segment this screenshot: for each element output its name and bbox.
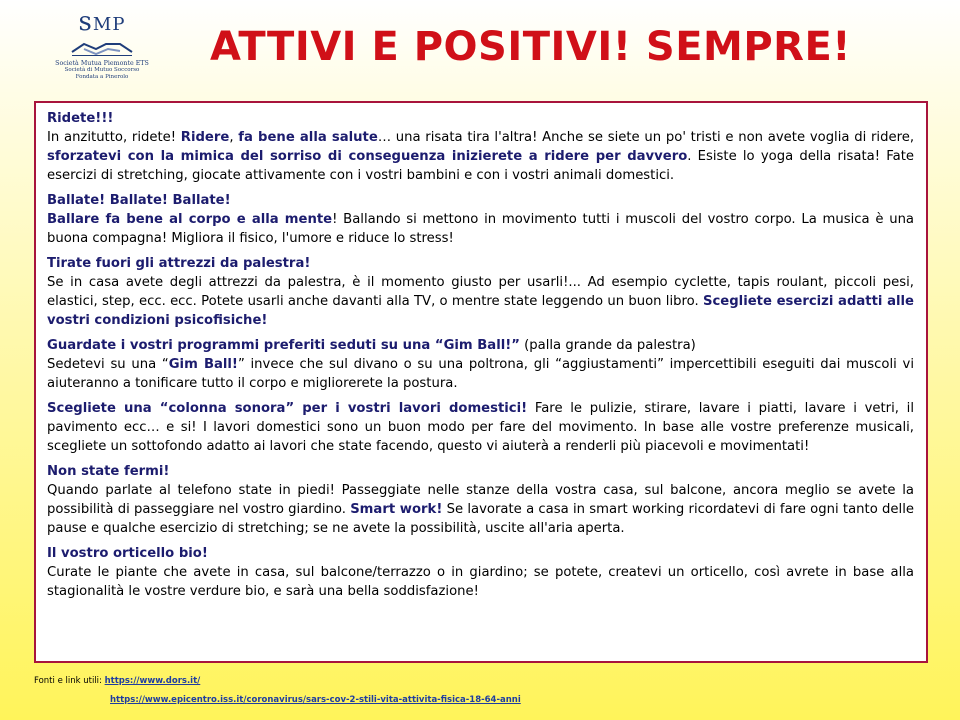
section-heading: Scegliete una “colonna sonora” per i vostri lavori domestici! [47, 401, 528, 416]
section-heading: Il vostro orticello bio! [47, 546, 208, 561]
content-box [34, 101, 928, 663]
footer-label: Fonti e link utili: [34, 676, 105, 686]
section-attrezzi: Tirate fuori gli attrezzi da palestra! Se in casa avete degli attrezzi da palestra, è il momento giusto per usarli!... Ad esempio cyclette, tapis roulant, piccoli pesi, elastici, step, ecc. ecc. Potete usarli anche davanti alla TV, o mentre state leggendo un buon libro. Scegliete esercizi adatti alle vostri condizioni psicofisiche! [47, 256, 914, 328]
section-orticello: Il vostro orticello bio! Curate le piante che avete in casa, sul balcone/terrazzo o in giardino; se potete, createvi un orticello, così avrete in base alla stagionalità le vostre verdure bio, e sarà una bella soddisfazione! [47, 546, 914, 599]
logo-mark: sMP [78, 7, 126, 37]
section-non-state-fermi: Non state fermi! Quando parlate al telefono state in piedi! Passeggiate nelle stanze della vostra casa, sul balcone, ancora meglio se avete la possibilità di passeggiare nel vostro giardino. Smart work! Se lavorate a casa in smart working ricordatevi di fare ogni tanto delle pause e qualche esercizio di stretching; se ne avete la possibilità, uscite all'aria aperta. [47, 464, 914, 536]
handshake-icon [70, 40, 134, 58]
section-ballate: Ballate! Ballate! Ballate! Ballare fa bene al corpo e alla mente! Ballando si mettono in movimento tutti i muscoli del vostro corpo. La musica è una buona compagna! Migliora il fisico, l'umore e riduce lo stress! [47, 193, 915, 246]
section-heading: Tirate fuori gli attrezzi da palestra! [47, 256, 311, 271]
section-heading: Ridete!!! [47, 111, 114, 126]
section-heading: Guardate i vostri programmi preferiti seduti su una “Gim Ball!” [47, 338, 520, 353]
smp-logo [54, 8, 150, 84]
section-colonna-sonora: Scegliete una “colonna sonora” per i vostri lavori domestici! Fare le pulizie, stirare, lavare i piatti, lavare i vetri, il pavimento ecc… e si! I lavori domestici sono un buon modo per fare del movimento. In base alle vostre preferenze musicali, scegliete un sottofondo adatto ai lavori che state facendo, questo vi aiuterà a renderli più piacevoli e movimentati! [47, 401, 914, 454]
section-ridete: Ridete!!! In anzitutto, ridete! Ridere, fa bene alla salute… una risata tira l'altra! Anche se siete un po' tristi e non avete voglia di ridere, sforzatevi con la mimica del sorriso di conseguenza inizierete a ridere per davvero. Esiste lo yoga della risata! Fate esercizi di stretching, giocate attivamente con i vostri bambini e con i vostri animali domestici. [47, 111, 915, 183]
section-heading: Ballate! Ballate! Ballate! [47, 193, 231, 208]
logo-line-3: Fondata a Pinerolo [75, 73, 129, 80]
footer-sources [34, 676, 200, 686]
footer-sources-2 [110, 695, 521, 705]
link-dors[interactable]: https://www.dors.it/ [104, 676, 201, 686]
page-title: ATTIVI E POSITIVI! SEMPRE! [210, 24, 852, 70]
section-gim-ball: Guardate i vostri programmi preferiti seduti su una “Gim Ball!” (palla grande da palestra) Sedetevi su una “Gim Ball!” invece che sul divano o su una poltrona, gli “aggiustamenti” impercettibili eseguiti dai muscoli vi aiuteranno a tonificare tutto il corpo e migliorerete la postura. [47, 338, 914, 391]
section-heading: Non state fermi! [47, 464, 170, 479]
logo-line-1: Società Mutua Piemonte ETS [55, 60, 149, 67]
link-epicentro[interactable]: https://www.epicentro.iss.it/coronavirus/sars-cov-2-stili-vita-attivita-fisica-18-64-anni [110, 695, 521, 705]
logo-line-2: Società di Mutuo Soccorso [64, 67, 140, 73]
